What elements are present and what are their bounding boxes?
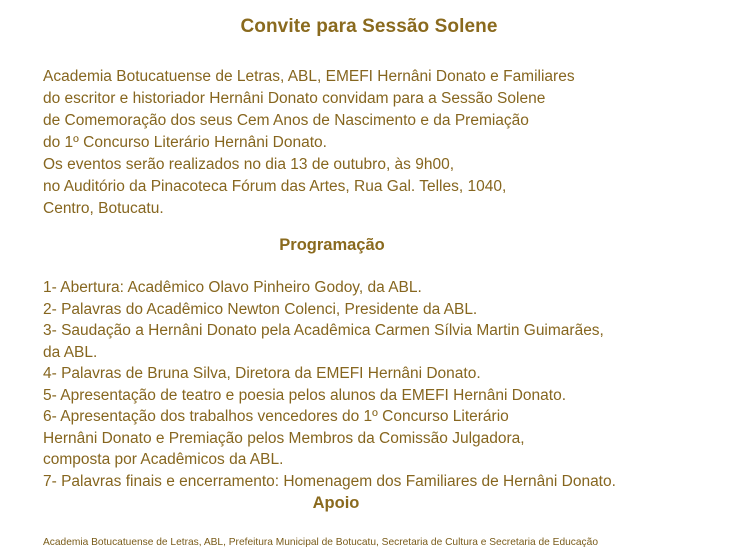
program-item: Hernâni Donato e Premiação pelos Membros da Comissão Julgadora, bbox=[43, 429, 525, 447]
intro-line: do 1º Concurso Literário Hernâni Donato. bbox=[43, 134, 327, 151]
program-item: 6- Apresentação dos trabalhos vencedores do 1º Concurso Literário bbox=[43, 408, 509, 425]
program-item: 3- Saudação a Hernâni Donato pela Acadêmica Carmen Sílvia Martin Guimarães, bbox=[43, 322, 604, 339]
apoio-heading: Apoio bbox=[312, 494, 360, 512]
intro-paragraph bbox=[43, 66, 723, 220]
intro-line: do escritor e historiador Hernâni Donato convidam para a Sessão Solene bbox=[43, 90, 546, 107]
intro-line: Os eventos serão realizados no dia 13 de outubro, às 9h00, bbox=[43, 156, 455, 173]
program-item: 5- Apresentação de teatro e poesia pelos alunos da EMEFI Hernâni Donato. bbox=[43, 386, 567, 404]
intro-line: Centro, Botucatu. bbox=[43, 200, 164, 217]
intro-line: Academia Botucatuense de Letras, ABL, EMEFI Hernâni Donato e Familiares bbox=[43, 68, 575, 85]
program-item: 2- Palavras do Acadêmico Newton Colenci, Presidente da ABL. bbox=[43, 300, 478, 318]
program-item: composta por Acadêmicos da ABL. bbox=[43, 451, 284, 468]
programacao-heading: Programação bbox=[279, 236, 385, 254]
page-title: Convite para Sessão Solene bbox=[240, 16, 498, 37]
intro-line: de Comemoração dos seus Cem Anos de Nascimento e da Premiação bbox=[43, 112, 529, 129]
apoio-sponsors-text: Academia Botucatuense de Letras, ABL, Prefeitura Municipal de Botucatu, Secretaria de Cultura e Secretaria de Educação bbox=[43, 537, 598, 548]
program-list bbox=[43, 277, 723, 492]
program-item: 4- Palavras de Bruna Silva, Diretora da EMEFI Hernâni Donato. bbox=[43, 365, 481, 382]
program-item: da ABL. bbox=[43, 343, 98, 361]
program-item: 7- Palavras finais e encerramento: Homenagem dos Familiares de Hernâni Donato. bbox=[43, 472, 616, 490]
program-item: 1- Abertura: Acadêmico Olavo Pinheiro Godoy, da ABL. bbox=[43, 279, 422, 296]
intro-line: no Auditório da Pinacoteca Fórum das Artes, Rua Gal. Telles, 1040, bbox=[43, 178, 507, 195]
